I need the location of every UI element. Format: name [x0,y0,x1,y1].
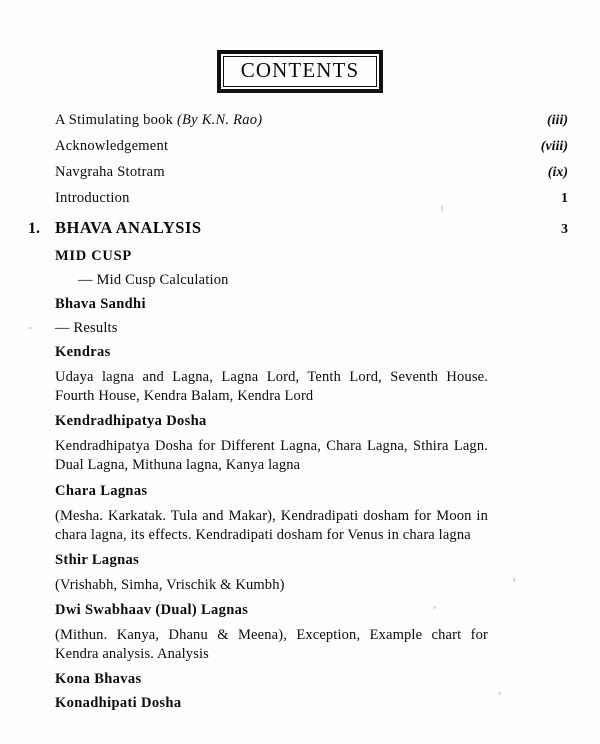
section-heading-mid-cusp[interactable]: MID CUSP [55,248,132,264]
section-heading-kendras[interactable]: Kendras [55,344,111,360]
section-heading-konadhipati-dosha[interactable]: Konadhipati Dosha [55,695,182,712]
subitem-results[interactable]: — Results [55,320,118,336]
toc-entry-label-text: A Stimulating book [55,112,177,128]
page-title: CONTENTS [240,58,360,82]
title-inner-border [223,56,377,87]
section-heading-dwi-swabhaav-dual-lagnas[interactable]: Dwi Swabhaav (Dual) Lagnas [55,601,249,618]
chapter-title: BHAVA ANALYSIS [55,218,202,237]
title-outer-border [217,50,383,93]
toc-entry-page-number: 1 [561,191,568,206]
section-heading-bhava-sandhi[interactable]: Bhava Sandhi [55,296,146,312]
section-heading-kona-bhavas[interactable]: Kona Bhavas [55,671,142,688]
toc-entry-acknowledgement[interactable] [0,134,600,159]
section-description-chara-lagnas: (Mesha. Karkatak. Tula and Makar), Kendradipati dosham for Moon in chara lagna, its effects. Kendradipati dosham for Venus in chara lagna [55,507,488,543]
toc-entry-page-number: (iii) [547,113,568,128]
toc-entry-label: Navgraha Stotram [55,164,165,180]
toc-chapter-bhava-analysis[interactable] [0,212,600,241]
subitem-mid-cusp-calculation[interactable]: — Mid Cusp Calculation [78,272,229,288]
contents-list [0,108,600,712]
section-heading-sthir-lagnas[interactable]: Sthir Lagnas [55,551,140,568]
toc-entry-navgraha-stotram[interactable] [0,160,600,185]
page-title-container [0,50,600,93]
chapter-page-number: 3 [561,222,568,237]
section-description-kendras: Udaya lagna and Lagna, Lagna Lord, Tenth Lord, Seventh House. Fourth House, Kendra Balam, Kendra Lord [55,369,488,405]
section-description-dwi-swabhaav-dual-lagnas: (Mithun. Kanya, Dhanu & Meena), Exception, Example chart for Kendra analysis. Analysis [55,626,488,662]
toc-entry-stimulating-book[interactable] [0,108,600,133]
toc-entry-introduction[interactable] [0,186,600,211]
section-description-sthir-lagnas: (Vrishabh, Simha, Vrischik & Kumbh) [55,576,285,593]
toc-entry-label-italic: (By K.N. Rao) [176,112,263,128]
toc-entry-label: Introduction [55,190,130,206]
toc-entry-page-number: (viii) [540,139,568,154]
section-heading-kendradhipatya-dosha[interactable]: Kendradhipatya Dosha [55,413,207,430]
section-description-kendradhipatya-dosha: Kendradhipatya Dosha for Different Lagna, Chara Lagna, Sthira Lagn. Dual Lagna, Mithuna lagna, Kanya lagna [55,438,488,474]
toc-entry-page-number: (ix) [547,165,568,180]
toc-entry-label [55,112,262,129]
toc-entry-label: Acknowledgement [55,138,169,154]
section-heading-chara-lagnas[interactable]: Chara Lagnas [55,482,148,499]
chapter-number: 1. [28,220,40,237]
